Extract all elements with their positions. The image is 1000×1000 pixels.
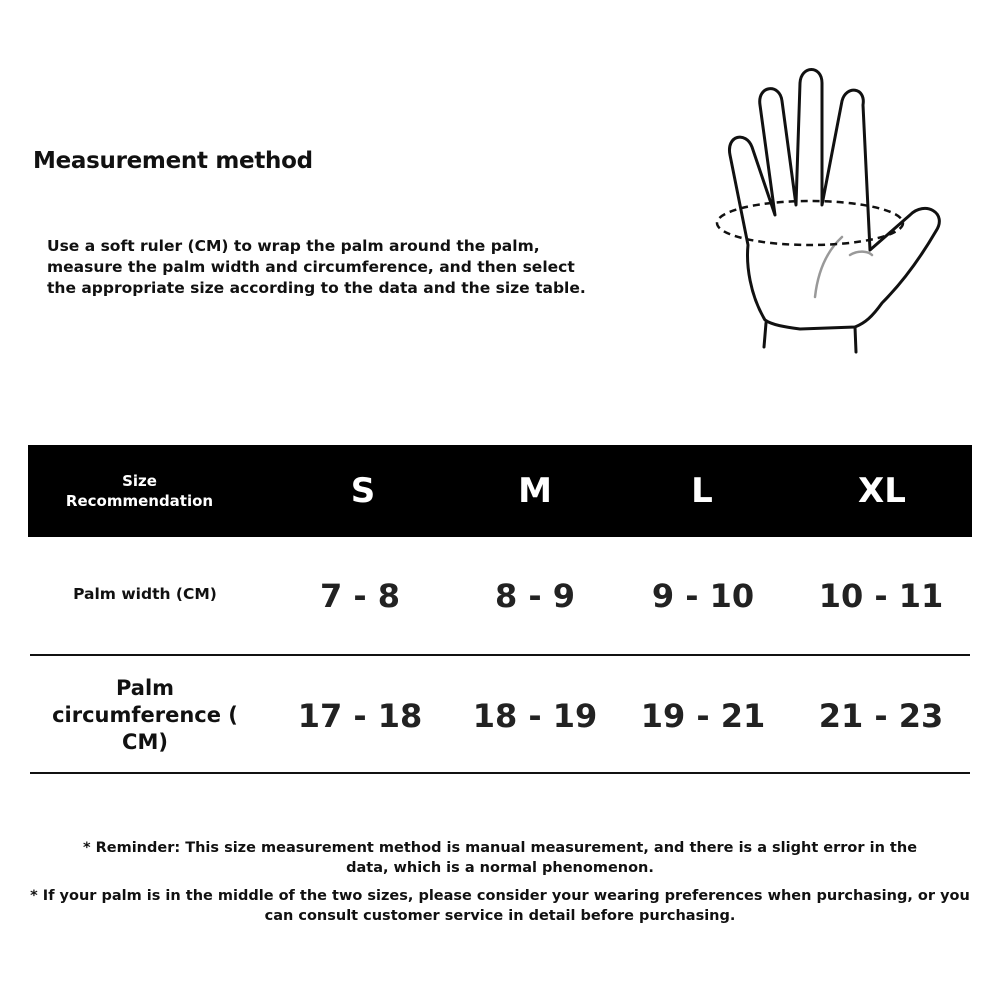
palm-circumference-xl: 21 - 23: [818, 697, 944, 735]
size-header-m: M: [518, 471, 552, 511]
method-line: measure the palm width and circumference, and then select: [47, 258, 575, 276]
note-line: * Reminder: This size measurement method is manual measurement, and there is a slight error in the: [82, 840, 918, 856]
size-header-xl: XL: [858, 471, 906, 511]
table-divider: [30, 654, 970, 656]
row-label-line: Palm: [115, 675, 175, 700]
header-label-line: Size: [122, 472, 157, 490]
row-label-line: CM): [122, 729, 168, 754]
reminder-note: [20, 838, 980, 878]
method-line: Use a soft ruler (CM) to wrap the palm around the palm,: [47, 237, 540, 255]
size-header-s: S: [350, 471, 376, 511]
note-line: can consult customer service in detail before purchasing.: [264, 908, 736, 924]
table-bottom-rule: [30, 772, 970, 774]
palm-circumference-m: 18 - 19: [472, 697, 598, 735]
row-label-palm-circumference: [45, 673, 245, 757]
page-title: Measurement method: [33, 148, 313, 174]
method-line: the appropriate size according to the data and the size table.: [47, 279, 586, 297]
header-label-line: Recommendation: [65, 492, 214, 510]
palm-width-l: 9 - 10: [651, 577, 755, 615]
note-line: * If your palm is in the middle of the two sizes, please consider your wearing preferences when purchasing, or you: [30, 888, 970, 904]
in-between-sizes-note: [20, 886, 980, 926]
palm-circumference-s: 17 - 18: [297, 697, 423, 735]
hand-measurement-icon: [700, 55, 960, 360]
note-line: data, which is a normal phenomenon.: [346, 860, 654, 876]
size-header-l: L: [691, 471, 713, 511]
method-description: [47, 236, 647, 299]
palm-circumference-l: 19 - 21: [640, 697, 766, 735]
size-recommendation-header: [52, 455, 227, 527]
palm-width-m: 8 - 9: [494, 577, 576, 615]
palm-width-xl: 10 - 11: [818, 577, 944, 615]
size-notes: [20, 838, 980, 934]
palm-width-s: 7 - 8: [319, 577, 401, 615]
row-label-palm-width: Palm width (CM): [73, 584, 217, 603]
row-label-line: circumference (: [52, 702, 238, 727]
